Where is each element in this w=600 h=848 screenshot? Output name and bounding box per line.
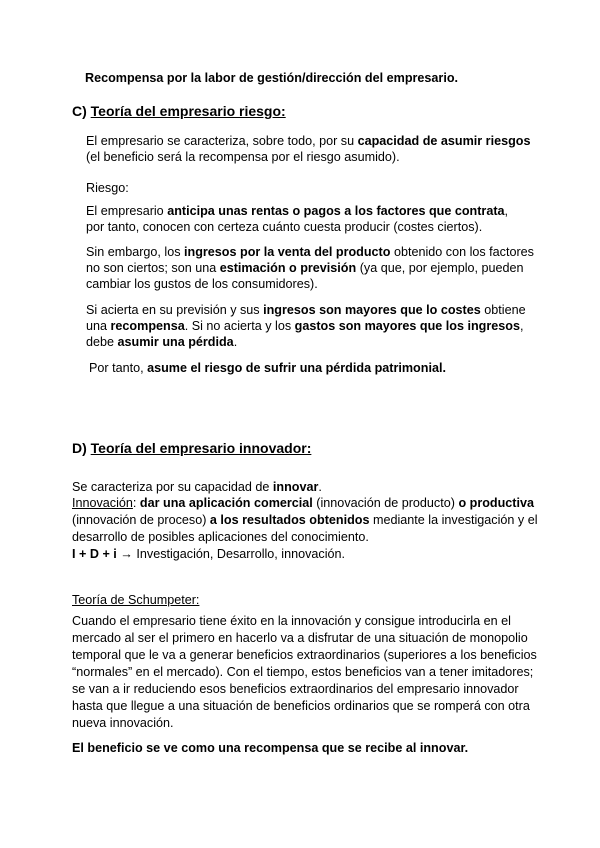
text-run-bold: recompensa: [110, 319, 185, 333]
text-run-bold: estimación o previsión: [219, 261, 357, 275]
schumpeter-line: mercado al ser el primero en hacerlo va a disfrutar de una situación de monopolio: [72, 631, 528, 645]
text-run: mediante la investigación y el: [369, 513, 538, 527]
text-run-bold: asumir una pérdida: [117, 335, 234, 349]
section-c-p2-line2: por tanto, conocen con certeza cuánto cuesta producir (costes ciertos).: [86, 220, 483, 234]
text-run-bold: ingresos son mayores que lo costes: [263, 303, 481, 317]
text-run: Se caracteriza por su capacidad de: [72, 480, 273, 494]
section-c-p3-line3: cambiar los gustos de los consumidores).: [86, 277, 318, 291]
intro-line: Recompensa por la labor de gestión/dirección del empresario.: [85, 71, 459, 85]
text-run: (innovación de producto): [312, 496, 459, 510]
section-d-letter: D): [72, 440, 87, 456]
text-run: Por tanto,: [89, 361, 148, 375]
section-c-p3-line1: [86, 244, 534, 260]
schumpeter-line: hasta que llegue a una situación de beneficios ordinarios que se romperá con otra: [72, 699, 530, 713]
text-run: El empresario se caracteriza, sobre todo, por su: [86, 134, 358, 148]
section-c-p2-line1: [86, 203, 508, 219]
text-run: obtenido con los factores: [390, 245, 534, 259]
text-run: Sin embargo, los: [86, 245, 185, 259]
text-run-bold: capacidad de asumir riesgos: [357, 134, 531, 148]
text-run: ,: [504, 204, 509, 218]
innovacion-label: Innovación: [72, 496, 133, 510]
section-c-heading: [72, 103, 286, 119]
text-run: Si acierta en su previsión y sus: [86, 303, 264, 317]
schumpeter-line: “normales” en el mercado). Con el tiempo, estos beneficios van a tener imitadores;: [72, 665, 534, 679]
section-d-p1-line3: [72, 512, 538, 528]
text-run-bold: innovar: [272, 480, 319, 494]
section-c-letter: C): [72, 103, 87, 119]
section-c-p1-line1: [86, 133, 530, 149]
section-c-p3-line2: [86, 260, 524, 276]
section-d-p1-line5: [72, 546, 345, 562]
text-run-bold: ingresos por la venta del producto: [184, 245, 391, 259]
text-run: debe: [86, 335, 118, 349]
text-run-bold: I + D + i: [72, 547, 117, 561]
text-run: .: [233, 335, 238, 349]
text-run: :: [132, 496, 140, 510]
section-d-heading: [72, 440, 311, 456]
text-run: ,: [519, 319, 524, 333]
section-d-title: Teoría del empresario innovador:: [90, 440, 312, 456]
text-run: no son ciertos; son una: [86, 261, 220, 275]
conclusion: El beneficio se ve como una recompensa que se recibe al innovar.: [72, 741, 469, 755]
text-run: El empresario: [86, 204, 168, 218]
riesgo-label: Riesgo:: [86, 181, 129, 195]
schumpeter-line: Cuando el empresario tiene éxito en la innovación y consigue introducirla en el: [72, 614, 511, 628]
schumpeter-label: Teoría de Schumpeter:: [72, 593, 200, 607]
section-c-p4-line2: [86, 318, 523, 334]
text-run-bold: anticipa unas rentas o pagos a los factores que contrata: [167, 204, 505, 218]
section-c-p4-line3: [86, 334, 237, 350]
text-run: (ya que, por ejemplo, pueden: [356, 261, 524, 275]
text-run: .: [318, 480, 322, 494]
section-d-p1-line1: [72, 479, 322, 495]
text-run-bold: a los resultados obtenidos: [209, 513, 370, 527]
section-d-p1-line4: desarrollo de posibles aplicaciones del conocimiento.: [72, 530, 369, 544]
section-d-p1-line2: [72, 495, 534, 511]
text-run: obtiene: [480, 303, 526, 317]
text-run-bold: asume el riesgo de sufrir una pérdida patrimonial.: [147, 361, 446, 375]
schumpeter-line: nueva innovación.: [72, 716, 174, 730]
text-run: . Si no acierta y los: [184, 319, 295, 333]
section-c-p4-line1: [86, 302, 526, 318]
text-run-bold: dar una aplicación comercial: [139, 496, 313, 510]
schumpeter-line: temporal que le va a generar beneficios extraordinarios (superiores a los beneficios: [72, 648, 537, 662]
text-run: una: [86, 319, 111, 333]
text-run-bold: o productiva: [458, 496, 535, 510]
text-run-bold: gastos son mayores que los ingresos: [294, 319, 520, 333]
text-run: (innovación de proceso): [72, 513, 210, 527]
section-c-title: Teoría del empresario riesgo:: [90, 103, 286, 119]
text-run: → Investigación, Desarrollo, innovación.: [116, 547, 346, 561]
section-c-p5: [89, 360, 446, 376]
section-c-p1-line2: (el beneficio será la recompensa por el riesgo asumido).: [86, 150, 400, 164]
schumpeter-line: se van a ir reduciendo esos beneficios extraordinarios del empresario innovador: [72, 682, 519, 696]
